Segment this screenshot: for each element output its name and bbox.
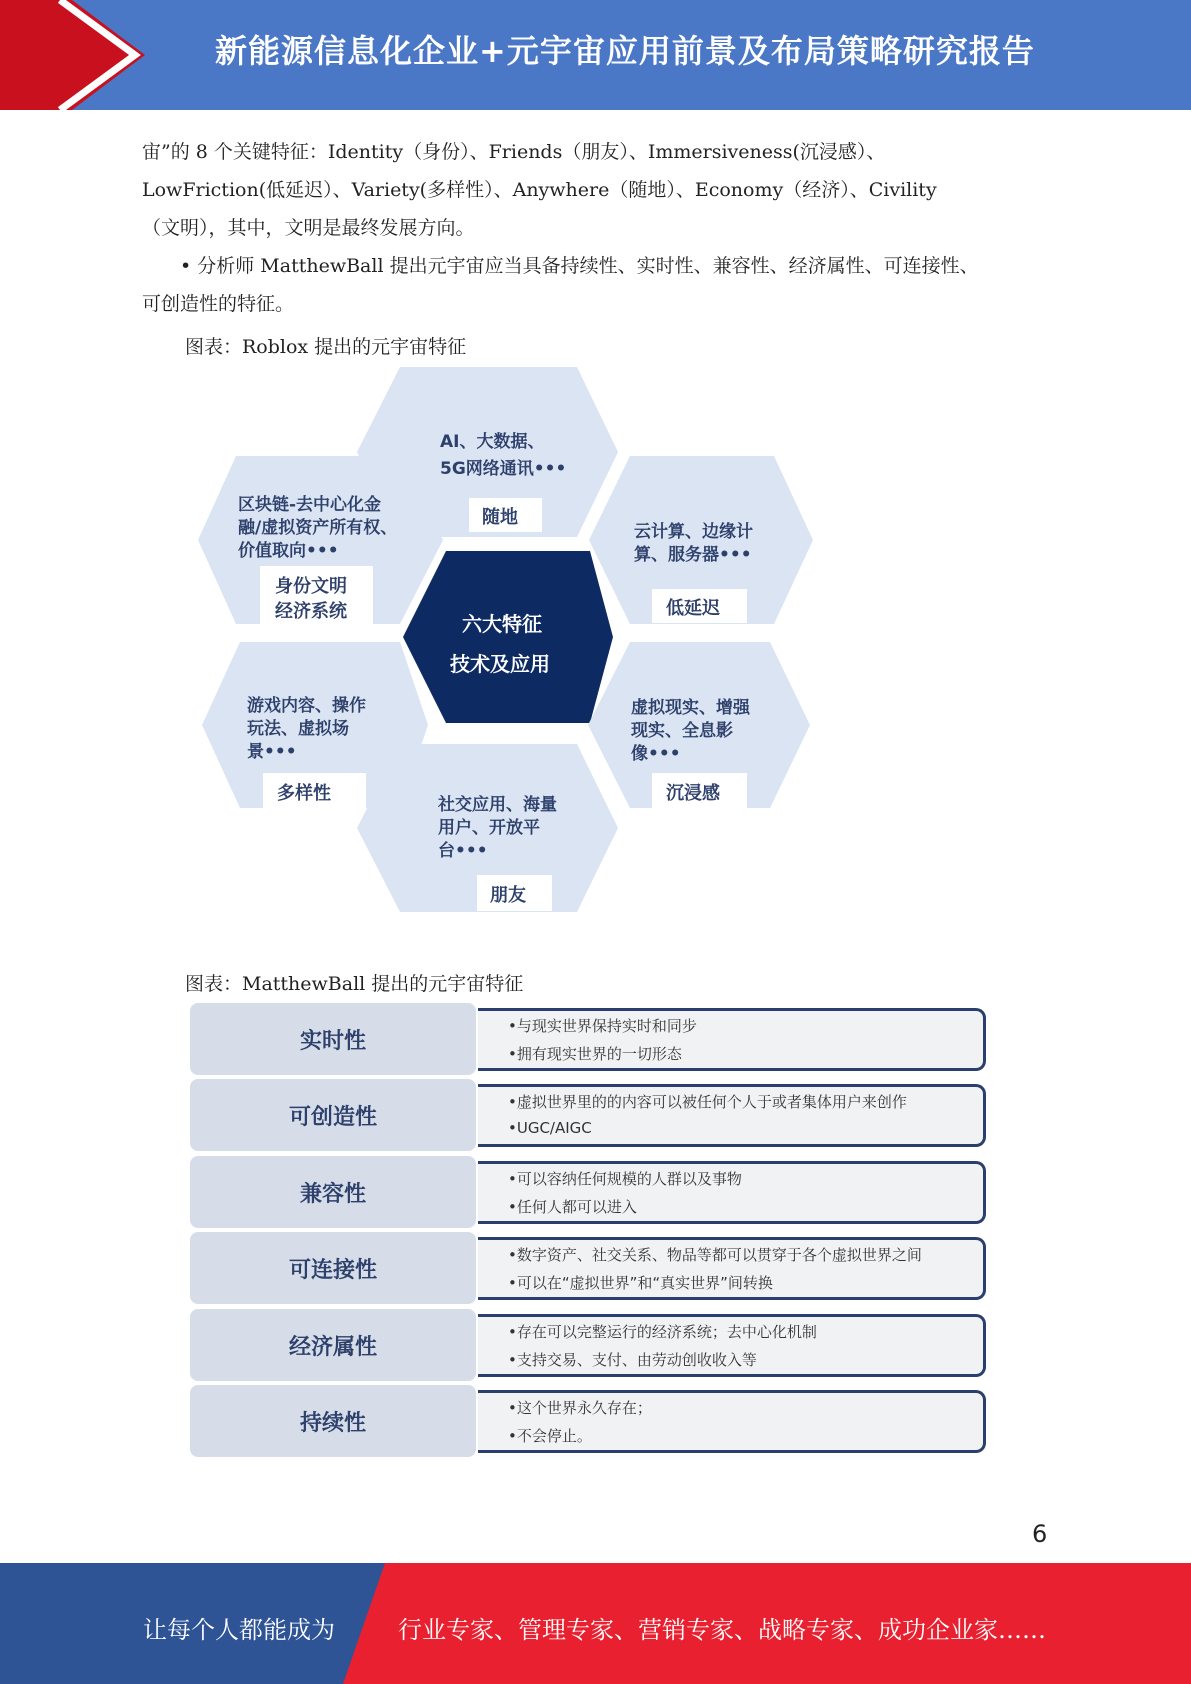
hex-center-line-1: 六大特征	[462, 612, 542, 636]
hex-upper-left-tag-2: 经济系统	[275, 601, 347, 622]
row-detail-box	[478, 1008, 986, 1071]
row-detail-box	[478, 1237, 986, 1300]
row-detail-box	[478, 1084, 986, 1147]
svg-text:低延迟	[666, 597, 720, 619]
svg-text:融/虚拟资产所有权、	[238, 517, 397, 538]
row-detail-line-2: •不会停止。	[508, 1427, 592, 1445]
svg-text:身份文明	[275, 575, 347, 597]
svg-text:景•••	[247, 741, 297, 762]
hex-lower-right-desc-3: 像•••	[631, 744, 681, 764]
row-detail-line-1: •这个世界永久存在；	[508, 1399, 652, 1417]
hex-upper-left-tag-1: 身份文明	[275, 576, 347, 597]
svg-text:区块链-去中心化金	[238, 494, 381, 515]
hex-center-six-features	[403, 551, 613, 723]
hex-upper-right-low-friction	[589, 456, 813, 624]
hex-bottom-friends	[357, 744, 618, 912]
hex-lower-right-tag: 沉浸感	[666, 783, 720, 804]
paragraph-1-line-2: LowFriction(低延迟）、Variety(多样性）、Anywhere（随地）、Economy（经济）、Civility	[142, 179, 937, 201]
svg-text:社交应用、海量	[437, 794, 557, 815]
row-detail-box	[478, 1390, 986, 1453]
svg-text:云计算、边缘计	[634, 521, 753, 542]
svg-text:价值取向•••	[238, 540, 339, 561]
svg-text:玩法、虚拟场	[247, 718, 349, 739]
row-label: 经济属性	[190, 1309, 476, 1381]
svg-text:用户、开放平	[438, 817, 540, 838]
hex-bottom-desc-1: 社交应用、海量	[438, 795, 557, 815]
row-detail-line-1: •存在可以完整运行的经济系统；去中心化机制	[508, 1323, 817, 1341]
row-detail-box	[478, 1161, 986, 1224]
paragraph-2-line-1: • 分析师 MatthewBall 提出元宇宙应当具备持续性、实时性、兼容性、经济属性、可连接性、	[180, 255, 979, 277]
row-detail-line-1: •与现实世界保持实时和同步	[508, 1017, 697, 1035]
hex-upper-right-desc-1: 云计算、边缘计	[634, 522, 753, 542]
svg-text:随地	[482, 506, 518, 528]
row-detail-line-2: •支持交易、支付、由劳动创收收入等	[508, 1351, 757, 1369]
svg-text:AI、大数据、	[440, 431, 544, 452]
table-row	[190, 1003, 993, 1075]
table-row	[190, 1309, 993, 1381]
svg-text:像•••	[631, 743, 681, 764]
svg-text:台•••	[438, 840, 488, 861]
hex-lower-left-desc-3: 景•••	[247, 742, 297, 762]
hex-bottom-tag: 朋友	[490, 885, 526, 906]
hex-bottom-desc-3: 台•••	[438, 841, 488, 861]
row-label: 可连接性	[190, 1232, 476, 1304]
row-label: 实时性	[190, 1003, 476, 1075]
paragraph-2-line-2: 可创造性的特征。	[142, 293, 295, 315]
figure-1-caption: 图表：Roblox 提出的元宇宙特征	[185, 336, 467, 358]
hex-upper-left-desc-1: 区块链-去中心化金	[238, 495, 382, 515]
row-detail-box	[478, 1314, 986, 1377]
footer-slogan-left: 让每个人都能成为	[143, 1616, 335, 1644]
svg-text:多样性	[277, 782, 331, 804]
hex-lower-right-desc-1: 虚拟现实、增强	[631, 698, 750, 718]
svg-text:算、服务器•••	[634, 544, 752, 565]
page-footer	[0, 1563, 1191, 1684]
table-row	[190, 1079, 993, 1151]
paragraph-1-line-1: 宙”的 8 个关键特征：Identity（身份）、Friends（朋友）、Immersiveness(沉浸感）、	[142, 141, 886, 163]
hex-upper-left-desc-3: 价值取向•••	[238, 541, 339, 561]
hex-lower-right-immersiveness	[588, 642, 810, 809]
hex-upper-left-desc-2: 融/虚拟资产所有权、	[238, 518, 398, 538]
figure-2-caption: 图表：MatthewBall 提出的元宇宙特征	[185, 973, 524, 995]
table-row	[190, 1385, 993, 1457]
svg-text:六大特征	[462, 612, 542, 636]
svg-text:游戏内容、操作	[247, 695, 366, 716]
hex-upper-right-tag: 低延迟	[666, 598, 720, 619]
row-label: 可创造性	[190, 1079, 476, 1151]
svg-text:现实、全息影	[630, 720, 733, 741]
page-number: 6	[1032, 1520, 1048, 1548]
row-label: 兼容性	[190, 1156, 476, 1228]
row-detail-line-1: •虚拟世界里的的内容可以被任何个人于或者集体用户来创作	[508, 1093, 907, 1111]
svg-text:技术及应用	[450, 652, 550, 676]
hex-lower-left-desc-2: 玩法、虚拟场	[247, 719, 349, 739]
svg-text:朋友	[490, 885, 526, 906]
svg-text:虚拟现实、增强	[631, 697, 751, 718]
row-detail-line-2: •UGC/AIGC	[508, 1119, 592, 1137]
hex-upper-left-identity-economy	[198, 456, 443, 624]
hex-lower-right-desc-2: 现实、全息影	[631, 721, 733, 741]
hex-center-line-2: 技术及应用	[450, 652, 550, 676]
paragraph-1-line-3: （文明），其中，文明是最终发展方向。	[142, 217, 475, 239]
table-row	[190, 1156, 993, 1228]
row-label: 持续性	[190, 1385, 476, 1457]
row-detail-line-2: •可以在“虚拟世界”和“真实世界”间转换	[508, 1274, 773, 1292]
svg-text:5G网络通讯•••	[440, 458, 566, 479]
hex-bottom-desc-2: 用户、开放平	[438, 818, 540, 838]
hex-lower-left-desc-1: 游戏内容、操作	[247, 696, 366, 716]
row-detail-line-1: •数字资产、社交关系、物品等都可以贯穿于各个虚拟世界之间	[508, 1246, 922, 1264]
hex-top-desc-1: AI、大数据、	[440, 432, 545, 452]
row-detail-line-1: •可以容纳任何规模的人群以及事物	[508, 1170, 742, 1188]
row-detail-line-2: •任何人都可以进入	[508, 1198, 637, 1216]
hex-lower-left-tag: 多样性	[277, 783, 331, 804]
hex-upper-right-desc-2: 算、服务器•••	[634, 545, 752, 565]
hex-top-desc-2: 5G网络通讯•••	[440, 459, 567, 479]
report-title: 新能源信息化企业+元宇宙应用前景及布局策略研究报告	[215, 32, 1035, 70]
svg-text:经济系统	[275, 600, 347, 622]
row-detail-line-2: •拥有现实世界的一切形态	[508, 1045, 682, 1063]
footer-slogan-right: 行业专家、管理专家、营销专家、战略专家、成功企业家……	[398, 1616, 1046, 1644]
hex-top-tag: 随地	[482, 507, 518, 528]
table-row	[190, 1232, 993, 1304]
svg-text:沉浸感	[666, 782, 720, 804]
